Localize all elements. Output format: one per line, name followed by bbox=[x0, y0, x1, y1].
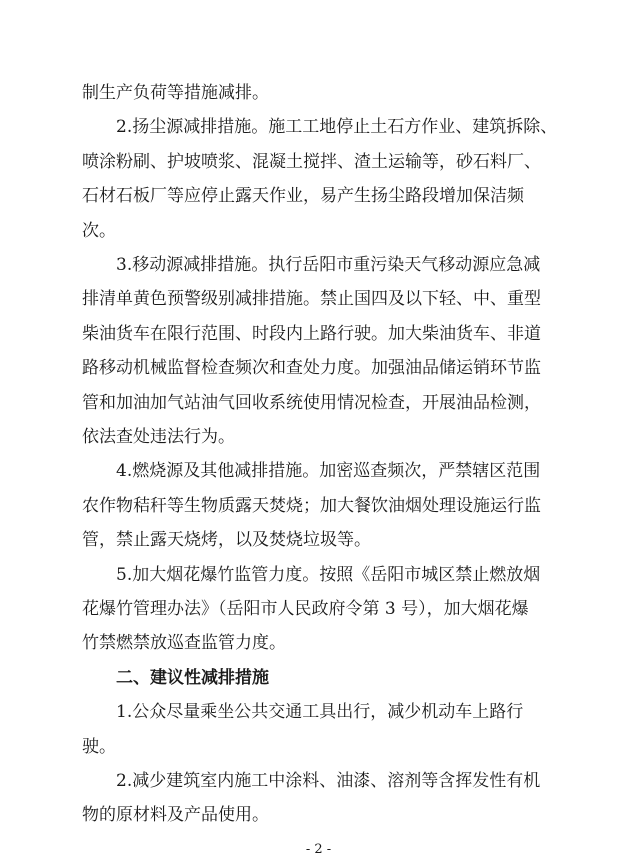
text-line: 依法查处违法行为。 bbox=[82, 427, 235, 447]
text-line: 排清单黄色预警级别减排措施。禁止国四及以下轻、中、重型 bbox=[82, 289, 541, 309]
text-line: 柴油货车在限行范围、时段内上路行驶。加大柴油货车、非道 bbox=[82, 324, 541, 344]
text-line: 花爆竹管理办法》（岳阳市人民政府令第 3 号），加大烟花爆 bbox=[82, 599, 529, 619]
text-line: 管，禁止露天烧烤，以及焚烧垃圾等。 bbox=[82, 530, 371, 550]
text-line: 路移动机械监督检查频次和查处力度。加强油品储运销环节监 bbox=[82, 358, 541, 378]
text-line: 4.燃烧源及其他减排措施。加密巡查频次，严禁辖区范围 bbox=[116, 461, 541, 481]
text-line-hidden: 物的原材料及产品使用。 bbox=[82, 805, 269, 825]
page-number: - 2 - bbox=[305, 842, 332, 857]
text-line: 2.扬尘源减排措施。施工工地停止土石方作业、建筑拆除、 bbox=[116, 117, 558, 137]
text-line: 驶。 bbox=[82, 737, 116, 757]
text-line: 制生产负荷等措施减排。 bbox=[82, 83, 269, 103]
text-line: 竹禁燃禁放巡查监管力度。 bbox=[82, 633, 286, 653]
text-line: 喷涂粉刷、护坡喷浆、混凝土搅拌、渣土运输等，砂石料厂、 bbox=[82, 152, 541, 172]
text-line-hidden: 2.减少建筑室内施工中涂料、油漆、溶剂等含挥发性有机 bbox=[116, 771, 541, 791]
text-line: 1.公众尽量乘坐公共交通工具出行，减少机动车上路行 bbox=[116, 702, 524, 722]
text-line: 5.加大烟花爆竹监管力度。按照《岳阳市城区禁止燃放烟 bbox=[116, 565, 541, 585]
text-line: 农作物秸秆等生物质露天焚烧；加大餐饮油烟处理设施运行监 bbox=[82, 496, 541, 516]
text-line: 3.移动源减排措施。执行岳阳市重污染天气移动源应急减 bbox=[116, 255, 541, 275]
text-line: 石材石板厂等应停止露天作业，易产生扬尘路段增加保洁频 bbox=[82, 186, 524, 206]
text-line: 次。 bbox=[82, 221, 116, 241]
section-heading: 二、建议性减排措施 bbox=[116, 668, 269, 688]
text-line: 管和加油加气站油气回收系统使用情况检查，开展油品检测， bbox=[82, 393, 541, 413]
